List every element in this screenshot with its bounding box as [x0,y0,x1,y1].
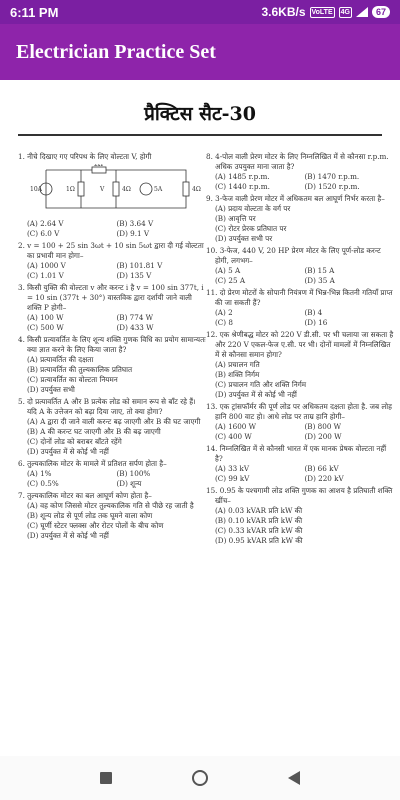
recent-apps-button[interactable] [94,766,118,790]
back-button[interactable] [282,766,306,790]
home-button[interactable] [188,766,212,790]
network-speed: 3.6KB/s [261,5,306,19]
question-text: 2. v = 100 + 25 sin 3ωt + 10 sin 5ωt द्वारा दी गई वोल्टता का प्रभावी मान होगा– [18,241,204,260]
circle-icon [191,769,209,787]
question [206,288,394,328]
question-text: 6. तुल्यकालिक मोटर के मामले में प्रतिशत सर्पण होता है– [18,459,167,468]
option-c: (C) घूर्णी स्टेटर फ्लक्स और रोटर पोलों के बीच कोण [27,521,164,530]
question [18,491,206,541]
question-text: 4. किसी प्रत्यावर्तित के लिए शून्य शक्ति गुणक विधि का प्रयोग सामान्यतः क्या ज्ञात करने के लिए किया जाता है? [18,335,206,354]
option-c: (C) 6.0 V [27,229,60,238]
options [206,266,394,286]
option-d: (D) 220 kV [304,474,344,483]
set-title: प्रैक्टिस सैट-30 [144,103,256,125]
practice-set-page[interactable] [0,80,400,756]
back-triangle-icon [288,771,300,785]
option-b: (B) 100% [116,469,151,478]
options [18,219,206,239]
option-a: (A) प्रदाय वोल्टता के वर्ग पर [215,204,291,213]
option-b: (B) 0.10 kVAR प्रति kW की [215,516,303,525]
options [18,261,206,281]
question-text: 10. 3-फेज, 440 V, 20 HP प्रेरण मोटर के लिए पूर्ण-लोड करन्ट होगी, लगभग– [206,246,381,265]
circuit-label-r4: 4Ω [192,186,201,193]
square-icon [100,772,112,784]
question-text: 12. एक श्रेणीबद्ध मोटर को 220 V डी.सी. पर भी चलाया जा सकता है और 220 V एकल-फेज ए.सी. पर भी। दोनों मामलों में निम्नलिखित में से कौनसा समान होगा? [206,330,394,359]
right-column [206,152,394,548]
option-c: (C) प्रचालन गति और शक्ति निर्गम [215,380,307,389]
app-title: Electrician Practice Set [16,40,216,63]
circuit-diagram [26,164,204,214]
question-text: 1. नीचे दिखाए गए परिपथ के लिए वोल्टता V, होगी [18,152,152,161]
option-c: (C) 400 W [215,432,252,441]
option-a: (A) A द्वारा दी जाने वाली करन्ट बढ़ जाएगी और B की घट जाएगी [27,417,201,426]
option-d: (D) उपर्युक्त में से कोई भी नहीं [215,390,297,399]
option-c: (C) 25 A [215,276,246,285]
question-text: 3. किसी युक्ति की वोल्टता v और करन्ट i है v = 100 sin 377t, i = 10 sin (377t + 30°) वास्तविक द्वारा दर्शायी जाने वाली शक्ति P होगी– [18,283,204,312]
status-bar [0,0,400,24]
options [206,204,394,244]
option-d: (D) 1520 r.p.m. [304,182,360,191]
option-d: (D) उपर्युक्त सभी पर [215,234,273,243]
question-text: 9. 3-फेज वाली प्रेरण मोटर में अधिकतम बल आघूर्ण निर्भर करता है– [206,194,385,203]
option-d: (D) 35 A [304,276,335,285]
option-c: (C) प्रत्यावर्तित का वोल्टता नियमन [27,375,118,384]
option-b: (B) 1470 r.p.m. [304,172,360,181]
option-d: (D) उपर्युक्त में से कोई भी नहीं [27,531,109,540]
question [18,335,206,395]
option-a: (A) 1485 r.p.m. [215,172,270,181]
question [206,246,394,286]
question [18,283,206,333]
volte-icon: VoLTE [311,8,333,16]
option-b: (B) A की करन्ट घट जाएगी और B की बढ़ जाएगी [27,427,161,436]
option-c: (C) 0.33 kVAR प्रति kW की [215,526,303,535]
options [18,417,206,457]
signal-icon [356,7,368,17]
question [206,194,394,244]
option-d: (D) 433 W [116,323,154,332]
option-c: (C) 1440 r.p.m. [215,182,270,191]
option-b: (B) 15 A [304,266,335,275]
option-a: (A) 1000 V [27,261,66,270]
option-a: (A) 1% [27,469,52,478]
option-a: (A) वह कोण जिससे मोटर तुल्यकालिक गति से पीछे रह जाती है [27,501,194,510]
question-text: 13. एक ट्रांसफॉर्मर की पूर्ण लोड पर अधिकतम दक्षता होता है. जब लोह हानि 800 वाट हो। आधे लोड पर ताम्र हानि होगी– [206,402,392,421]
options [18,355,206,395]
title-divider [18,134,382,136]
option-d: (D) 200 W [304,432,342,441]
option-a: (A) 33 kV [215,464,250,473]
question [18,241,206,281]
option-a: (A) 0.03 kVAR प्रति kW की [215,506,303,515]
question [206,486,394,546]
option-a: (A) 1600 W [215,422,257,431]
navigation-bar [0,756,400,800]
option-b: (B) शक्ति निर्गम [215,370,260,379]
option-c: (C) दोनों लोड को बराबर बाँटते रहेंगे [27,437,122,446]
option-b: (B) 800 W [304,422,342,431]
option-b: (B) 3.64 V [116,219,154,228]
circuit-label-vlabel: V [100,186,105,193]
question [18,152,206,239]
question-text: 8. 4-पोल वाली प्रेरण मोटर के लिए निम्नलिखित में से कौनसा r.p.m. अधिक उपयुक्त माना जाता है? [206,152,389,171]
status-icons [261,5,390,19]
option-c: (C) रोटर प्रेरक प्रतिघात पर [215,224,287,233]
option-b: (B) 774 W [116,313,154,322]
network-type-icon: 4G [340,8,350,16]
option-d: (D) 0.95 kVAR प्रति kW की [215,536,303,545]
option-b: (B) 101.81 V [116,261,163,270]
option-b: (B) 4 [304,308,323,317]
option-b: (B) प्रत्यावर्तित की तुल्यकालिक प्रतिघात [27,365,133,374]
circuit-label-r2: 2Ω [94,164,103,168]
options [206,464,394,484]
question [206,444,394,484]
question-text: 7. तुल्यकालिक मोटर का बल आघूर्ण कोण होता है– [18,491,152,500]
app-bar [0,24,400,80]
option-d: (D) 9.1 V [116,229,150,238]
question-text: 11. दो प्रेरण मोटरों के सोपानी नियंत्रण में भिन्न-भिन्न कितनी गतियाँ प्राप्त की जा सकती हैं? [206,288,393,307]
option-a: (A) 5 A [215,266,241,275]
options [206,360,394,400]
option-a: (A) 2.64 V [27,219,64,228]
option-d: (D) उपर्युक्त सभी [27,385,75,394]
option-c: (C) 1.01 V [27,271,64,280]
option-b: (B) आवृत्ति पर [215,214,256,223]
circuit-label-source1: 10A [30,186,42,193]
option-d: (D) उपर्युक्त में से कोई भी नहीं [27,447,109,456]
options [18,469,206,489]
option-a: (A) 100 W [27,313,64,322]
battery-icon: 67 [372,6,390,18]
options [206,506,394,546]
question-text: 14. निम्नलिखित में से कौनसी भारत में एक मानक प्रेषक वोल्टता नहीं है? [206,444,387,463]
option-b: (B) शून्य लोड से पूर्ण लोड तक घूमने वाला कोण [27,511,153,520]
option-d: (D) 135 V [116,271,152,280]
options [206,308,394,328]
question [18,459,206,489]
question-text: 15. 0.95 के पश्चगामी लोड शक्ति गुणक का आशय है प्रतिघाती शक्ति खींच– [206,486,393,505]
question [206,402,394,442]
options [18,313,206,333]
question [206,330,394,400]
circuit-label-source2: 5A [154,186,163,193]
circuit-label-r3: 4Ω [122,186,131,193]
option-d: (D) शून्य [116,479,142,488]
question [18,397,206,457]
option-c: (C) 500 W [27,323,64,332]
options [206,422,394,442]
option-c: (C) 0.5% [27,479,59,488]
option-a: (A) 2 [215,308,233,317]
option-b: (B) 66 kV [304,464,339,473]
question [206,152,394,192]
status-time: 6:11 PM [10,4,59,20]
question-text: 5. दो प्रत्यावर्तित A और B प्रत्येक लोड को समान रूप से बाँट रहे हैं। यदि A के उत्तेजन को बढ़ा दिया जाए, तो क्या होगा? [18,397,196,416]
option-d: (D) 16 [304,318,328,327]
option-c: (C) 8 [215,318,233,327]
option-a: (A) प्रत्यावर्तित की दक्षता [27,355,94,364]
options [206,172,394,192]
circuit-label-r1: 1Ω [66,186,75,193]
left-column [18,152,206,543]
option-a: (A) प्रचालन गति [215,360,260,369]
options [18,501,206,541]
option-c: (C) 99 kV [215,474,250,483]
